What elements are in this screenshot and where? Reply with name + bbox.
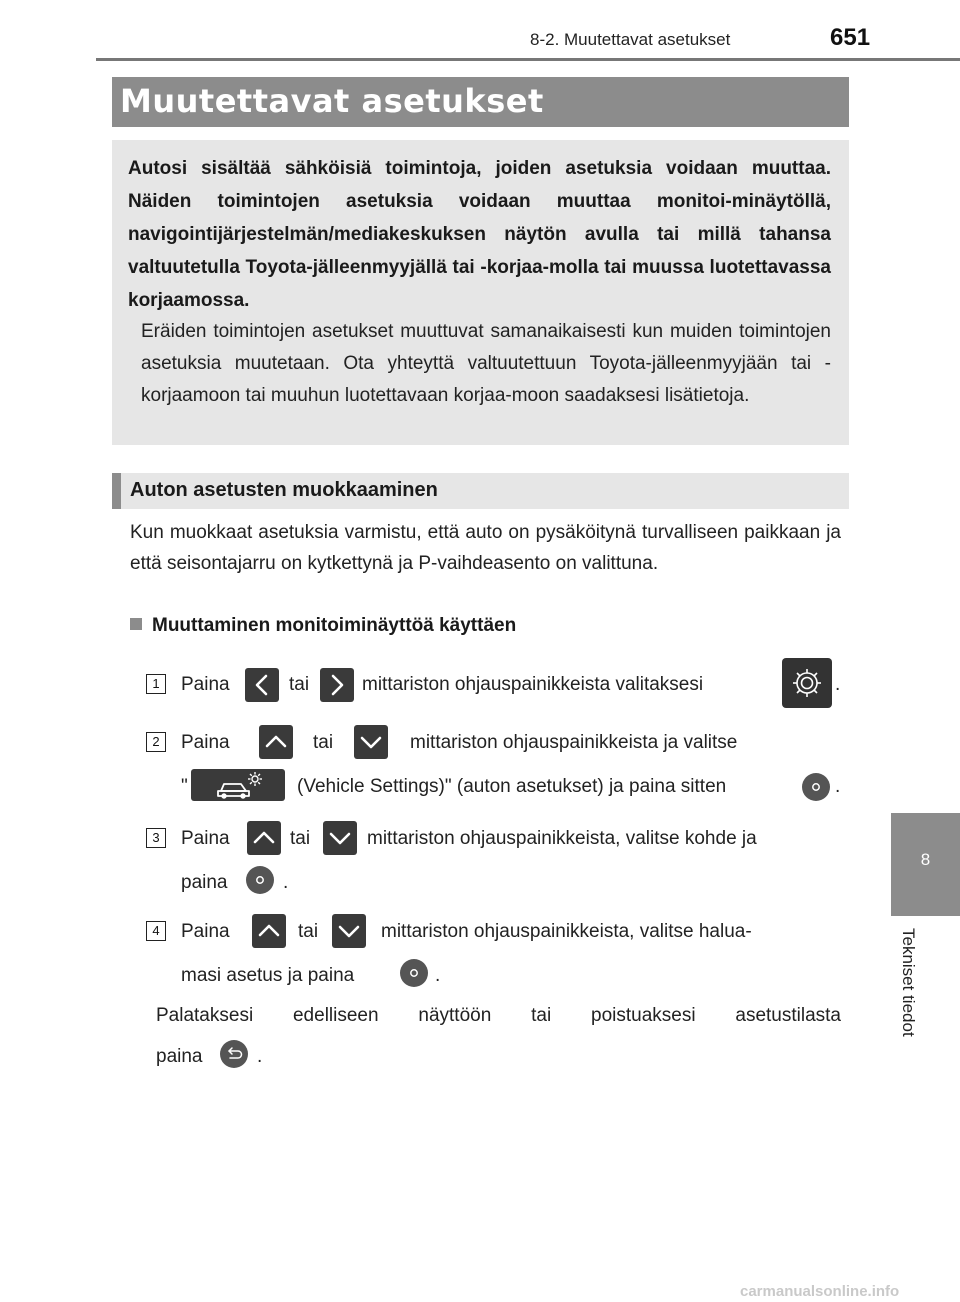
step2-end: . xyxy=(835,776,841,797)
step3-end: . xyxy=(283,872,289,893)
chevron-up-icon xyxy=(252,914,286,948)
chevron-left-icon xyxy=(245,668,279,702)
back-note-line2: paina xyxy=(156,1046,203,1067)
back-return-icon xyxy=(220,1040,248,1068)
step3-line2: paina xyxy=(181,872,228,893)
step3-rest: mittariston ohjauspainikkeista, valitse kohde ja xyxy=(367,828,757,849)
step-number-4: 4 xyxy=(146,921,166,941)
ok-button-icon xyxy=(802,773,830,801)
ok-button-icon xyxy=(400,959,428,987)
step-number-1: 1 xyxy=(146,674,166,694)
vehicle-settings-icon xyxy=(191,769,285,801)
ok-button-icon xyxy=(246,866,274,894)
step1-rest: mittariston ohjauspainikkeista valitaksesi xyxy=(362,674,704,695)
running-header-section: 8-2. Muutettavat asetukset xyxy=(530,30,731,49)
chevron-up-icon xyxy=(259,725,293,759)
step2-line2: (Vehicle Settings)" (auton asetukset) ja paina sitten xyxy=(297,776,727,797)
page-number: 651 xyxy=(830,24,871,51)
chapter-side-label-wrap xyxy=(898,928,922,1068)
step2-paina: Paina xyxy=(181,732,230,753)
chevron-down-icon xyxy=(323,821,357,855)
section-title: Auton asetusten muokkaaminen xyxy=(130,479,438,501)
step4-rest: mittariston ohjauspainikkeista, valitse halua- xyxy=(381,921,752,942)
chevron-right-icon xyxy=(320,668,354,702)
step2-quote: " xyxy=(181,776,188,797)
watermark: carmanualsonline.info xyxy=(740,1283,900,1300)
step1-end: . xyxy=(835,674,841,695)
header-rule xyxy=(96,58,960,61)
step1-tai: tai xyxy=(289,674,310,695)
step3-paina: Paina xyxy=(181,828,230,849)
subheading-text: Muuttaminen monitoiminäyttöä käyttäen xyxy=(152,615,517,636)
section-paragraph: Kun muokkaat asetuksia varmistu, että auto on pysäköitynä turvalliseen paikkaan ja että seisontajarru on kytkettynä ja P-vaihdeasento on valittuna. xyxy=(130,522,841,574)
step4-line2: masi asetus ja paina xyxy=(181,965,355,986)
chapter-number: 8 xyxy=(920,850,931,869)
step2-tai: tai xyxy=(313,732,334,753)
step-number-2: 2 xyxy=(146,732,166,752)
back-note-end: . xyxy=(257,1046,263,1067)
settings-gear-icon xyxy=(782,658,832,708)
step3-tai: tai xyxy=(290,828,311,849)
intro-note-text: Eräiden toimintojen asetukset muuttuvat samanaikaisesti kun muiden toimintojen asetuksia muutetaan. Ota yhteyttä valtuutettuun Toyota-jälleenmyyjään tai -korjaamoon tai muuhun luotettavaan korjaa-moon saadaksesi lisätietoja. xyxy=(141,321,831,406)
step1-paina: Paina xyxy=(181,674,230,695)
intro-bold-text: Autosi sisältää sähköisiä toimintoja, joiden asetuksia voidaan muuttaa. Näiden toimintojen asetuksia voidaan muuttaa monitoi-minäytöllä, navigointijärjestelmän/mediakeskuksen näytön avulla tai millä tahansa valtuutetulla Toyota-jälleenmyyjällä tai -korjaa-molla tai muussa luotettavassa korjaamossa. xyxy=(128,158,831,311)
chevron-down-icon xyxy=(354,725,388,759)
step-number-3: 3 xyxy=(146,828,166,848)
step4-paina: Paina xyxy=(181,921,230,942)
chevron-down-icon xyxy=(332,914,366,948)
step4-end: . xyxy=(435,965,441,986)
chevron-up-icon xyxy=(247,821,281,855)
back-note-line1: Palataksesi edelliseen näyttöön tai poistuaksesi asetustilasta xyxy=(156,1005,841,1026)
step2-rest: mittariston ohjauspainikkeista ja valitse xyxy=(410,732,738,753)
square-bullet-icon xyxy=(130,618,142,630)
subheading xyxy=(130,615,516,637)
step4-tai: tai xyxy=(298,921,319,942)
page-title: Muutettavat asetukset xyxy=(120,82,544,120)
section-bar-accent xyxy=(112,473,121,509)
chapter-side-label: Tekniset tiedot xyxy=(899,928,918,1037)
